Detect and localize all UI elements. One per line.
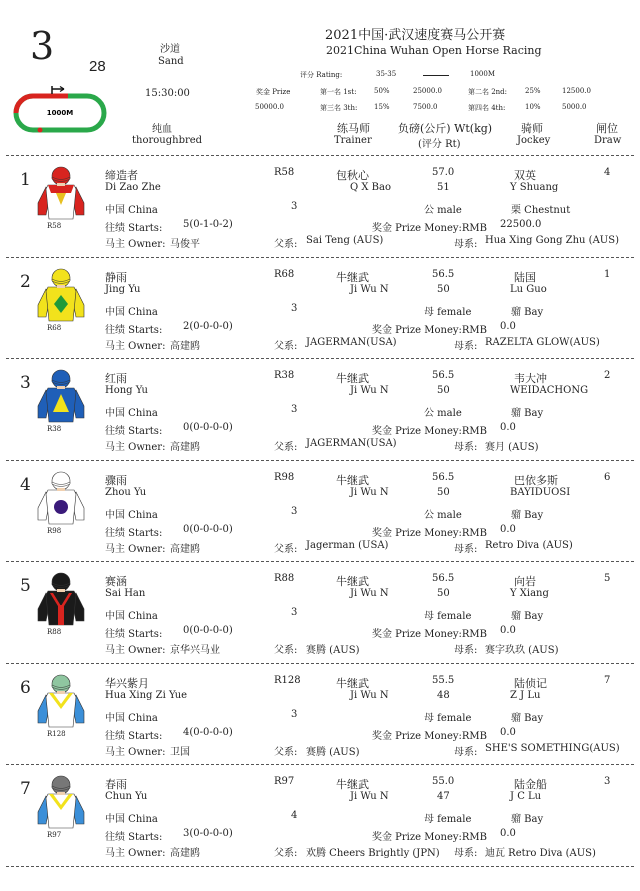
prize-money-label: 奖金 Prize Money:RMB [372,426,488,437]
jockey-silks-icon [36,774,86,830]
horse-name-en: Chun Yu [105,791,148,802]
horse-name-cn: 骤雨 [105,473,127,487]
horse-rating: R68 [274,268,295,280]
weight-rating: 51 [437,182,450,193]
surface-cn: 沙道 [160,44,180,55]
silk-code: R98 [47,526,62,535]
owner-name: 高建鸥 [170,442,200,453]
runner-row [0,665,640,766]
row-divider [6,460,634,461]
owner-label: 马主 Owner: [105,848,166,859]
fourth-pct: 10% [525,103,541,111]
sire-label: 父系: [274,239,298,250]
horse-sex: 公 male [424,408,462,419]
jockey-en: Lu Guo [510,283,547,295]
row-divider [6,358,634,359]
second-label: 第二名 2nd: [468,88,508,96]
runner-row [0,766,640,867]
runner-number: 2 [20,271,31,292]
silk-code: R128 [47,729,66,738]
prize-money-label: 奖金 Prize Money:RMB [372,324,488,336]
horse-age: 3 [291,607,298,618]
third-label: 第三名 3th: [320,104,358,112]
trainer-cn: 牛继武 [336,473,369,487]
dam-name: SHE'S SOMETHING(AUS) [485,742,620,754]
jockey-en: WEIDACHONG [510,385,589,396]
trainer-cn: 牛继武 [336,372,369,385]
horse-name-en: Hua Xing Zi Yue [105,689,188,701]
jockey-silks-icon [36,470,86,526]
horse-rating: R128 [274,674,301,686]
horse-name-en: Di Zao Zhe [105,182,161,193]
dam-label: 母系: [454,848,478,859]
weight-rating: 50 [437,385,450,396]
starts-record: 0(0-0-0-0) [183,625,233,636]
owner-label: 马主 Owner: [105,543,166,555]
trainer-cn: 牛继武 [336,778,369,791]
trainer-cn: 牛继武 [336,270,369,284]
rating-value: 35-35 [376,70,397,78]
weight: 56.5 [432,370,455,381]
race-title-en: 2021China Wuhan Open Horse Racing [326,44,542,57]
horse-color: 骝 Bay [511,509,544,521]
starts-record: 2(0-0-0-0) [183,320,233,332]
rating-label: 评分 Rating: [300,71,343,79]
first-pct: 50% [374,87,390,95]
horse-sex: 公 male [424,509,462,521]
jockey-en: J C Lu [510,791,542,802]
horse-country: 中国 China [105,814,158,825]
first-label: 第一名 1st: [320,88,357,96]
horse-rating: R38 [274,370,295,381]
horse-name-cn: 赛涵 [105,575,127,588]
fourth-label: 第四名 4th: [468,104,506,112]
owner-label: 马主 Owner: [105,340,166,352]
runner-number: 1 [20,170,31,190]
jockey-silks-icon [36,368,86,424]
trainer-en: Ji Wu N [350,385,389,396]
horse-color: 骝 Bay [511,408,544,419]
jockey-cn: 韦大冲 [514,372,547,385]
weight: 56.5 [432,573,455,584]
sire-label: 父系: [274,746,298,758]
row-divider [6,561,634,562]
trainer-en: Ji Wu N [350,283,389,295]
horse-sex: 母 female [424,611,472,622]
dam-name: Hua Xing Gong Zhu (AUS) [485,235,619,246]
prize-money-label: 奖金 Prize Money:RMB [372,223,488,234]
starts-record: 0(0-0-0-0) [183,523,233,535]
runner-number: 7 [20,779,31,799]
sire-name: JAGERMAN(USA) [306,438,397,449]
row-divider [6,764,634,765]
trainer-en: Ji Wu N [350,791,389,802]
jockey-cn: 双英 [514,169,536,182]
draw-number: 1 [604,268,611,280]
trainer-en: Ji Wu N [350,689,389,701]
prize-money: 0.0 [500,828,516,839]
jockey-en: Y Xiang [510,588,549,599]
horse-sex: 母 female [424,712,472,724]
horse-rating: R98 [274,471,295,483]
weight: 55.5 [432,674,455,686]
weight: 56.5 [432,471,455,483]
prize-total: 50000.0 [255,103,284,111]
race-distance: 1000M [470,70,495,78]
horse-name-cn: 华兴紫月 [105,676,149,690]
horse-name-en: Zhou Yu [105,486,147,498]
sire-label: 父系: [274,340,298,352]
jockey-silks-icon [36,571,86,627]
row-divider [6,866,634,867]
runner-count: 28 [89,58,106,75]
col-weight-cn: 负磅(公斤) Wt(kg) [398,122,493,135]
breed-cn: 纯血 [152,124,172,135]
trainer-cn: 牛继武 [336,575,369,588]
fourth-amount: 5000.0 [562,103,587,111]
horse-age: 3 [291,708,298,720]
runner-number: 5 [20,576,31,596]
race-number: 3 [30,24,55,68]
dam-name: 赛月 (AUS) [485,442,539,453]
weight: 56.5 [432,268,455,280]
dam-label: 母系: [454,340,478,352]
starts-label: 往绩 Starts: [105,426,163,437]
horse-country: 中国 China [105,205,158,216]
dam-name: Retro Diva (AUS) [485,539,573,551]
surface-en: Sand [158,56,184,67]
horse-name-cn: 红雨 [105,372,127,385]
sire-name: 赛腾 (AUS) [306,645,360,656]
weight-rating: 47 [437,791,450,802]
horse-country: 中国 China [105,509,158,521]
prize-money: 0.0 [500,320,516,332]
prize-money-label: 奖金 Prize Money:RMB [372,527,488,539]
track-distance-label: 1000M [46,109,74,117]
weight-rating: 50 [437,588,450,599]
owner-name: 马俊平 [170,239,200,250]
first-amount: 25000.0 [413,87,442,95]
jockey-cn: 向岩 [514,575,536,588]
third-pct: 15% [374,103,390,111]
silk-code: R88 [47,628,62,636]
rating-divider [423,75,449,76]
weight-rating: 50 [437,486,450,498]
col-weight-en: (评分 Rt) [418,139,461,150]
jockey-silks-icon [36,673,86,729]
owner-name: 卫国 [170,746,190,758]
horse-rating: R58 [274,167,295,178]
silk-code: R58 [47,222,62,230]
runner-row [0,462,640,563]
sire-name: Sai Teng (AUS) [306,235,384,246]
silk-code: R68 [47,323,62,332]
horse-country: 中国 China [105,408,158,419]
draw-number: 5 [604,573,611,584]
dam-label: 母系: [454,543,478,555]
horse-age: 3 [291,201,298,212]
breed-en: thoroughbred [132,135,203,146]
prize-money: 0.0 [500,523,516,535]
jockey-en: Z J Lu [510,689,541,701]
starts-label: 往绩 Starts: [105,324,163,336]
weight: 57.0 [432,167,455,178]
header-divider [6,155,634,156]
col-draw-cn: 闸位 [596,122,618,135]
prize-money: 22500.0 [500,219,542,230]
trainer-en: Ji Wu N [350,588,389,599]
owner-name: 高建鸥 [170,848,200,859]
starts-record: 4(0-0-0-0) [183,726,233,738]
horse-name-en: Sai Han [105,588,146,599]
sire-label: 父系: [274,848,298,859]
trainer-en: Q X Bao [350,182,392,193]
owner-name: 高建鸥 [170,340,200,352]
prize-money: 0.0 [500,422,516,433]
prize-money: 0.0 [500,625,516,636]
horse-age: 4 [291,810,298,821]
horse-country: 中国 China [105,306,158,318]
weight-rating: 48 [437,689,450,701]
weight-rating: 50 [437,283,450,295]
starts-label: 往绩 Starts: [105,730,163,742]
owner-label: 马主 Owner: [105,746,166,758]
sire-name: Jagerman (USA) [306,539,389,551]
trainer-cn: 牛继武 [336,676,369,690]
horse-name-cn: 缔造者 [105,169,138,182]
prize-money: 0.0 [500,726,516,738]
draw-number: 4 [604,167,611,178]
weight: 55.0 [432,776,455,787]
trainer-en: Ji Wu N [350,486,389,498]
col-draw-en: Draw [594,135,622,146]
starts-label: 往绩 Starts: [105,527,163,539]
starts-record: 3(0-0-0-0) [183,828,233,839]
sire-label: 父系: [274,543,298,555]
starts-record: 0(0-0-0-0) [183,422,233,433]
horse-country: 中国 China [105,611,158,622]
horse-color: 骝 Bay [511,306,544,318]
silk-code: R97 [47,831,62,839]
jockey-cn: 巴依多斯 [514,473,558,487]
prize-money-label: 奖金 Prize Money:RMB [372,730,488,742]
runner-row [0,157,640,258]
horse-rating: R97 [274,776,295,787]
prize-money-label: 奖金 Prize Money:RMB [372,629,488,640]
jockey-cn: 陆侦记 [514,676,547,690]
col-jockey-en: Jockey [517,135,551,146]
prize-money-label: 奖金 Prize Money:RMB [372,832,488,843]
runner-row [0,360,640,461]
runner-row [0,259,640,360]
second-pct: 25% [525,87,541,95]
runner-row [0,563,640,664]
dam-name: RAZELTA GLOW(AUS) [485,336,600,348]
starts-label: 往绩 Starts: [105,832,163,843]
race-title-cn: 2021中国·武汉速度赛马公开赛 [325,28,506,43]
horse-name-en: Jing Yu [105,283,141,295]
horse-age: 3 [291,505,298,517]
jockey-en: BAYIDUOSI [510,486,571,498]
jockey-silks-icon [36,165,86,221]
draw-number: 7 [604,674,611,686]
dam-label: 母系: [454,645,478,656]
owner-label: 马主 Owner: [105,442,166,453]
horse-name-cn: 春雨 [105,778,127,791]
horse-name-cn: 静雨 [105,270,127,284]
silk-code: R38 [47,425,62,433]
row-divider [6,663,634,664]
horse-age: 3 [291,404,298,415]
horse-country: 中国 China [105,712,158,724]
trainer-cn: 包秋心 [336,169,369,182]
runner-number: 6 [20,677,31,698]
horse-color: 骝 Bay [511,611,544,622]
dam-label: 母系: [454,746,478,758]
draw-number: 6 [604,471,611,483]
row-divider [6,257,634,258]
prize-label: 奖金 Prize [256,88,291,96]
draw-number: 3 [604,776,611,787]
dam-name: 赛字玖玖 (AUS) [485,645,559,656]
second-amount: 12500.0 [562,87,591,95]
third-amount: 7500.0 [413,103,438,111]
horse-color: 栗 Chestnut [511,205,571,216]
sire-name: 欢腾 Cheers Brightly (JPN) [306,848,440,859]
horse-sex: 公 male [424,205,462,216]
horse-color: 骝 Bay [511,712,544,724]
horse-sex: 母 female [424,306,472,318]
jockey-silks-icon [36,267,86,323]
horse-color: 骝 Bay [511,814,544,825]
col-trainer-en: Trainer [334,135,372,146]
starts-record: 5(0-1-0-2) [183,219,233,230]
horse-name-en: Hong Yu [105,385,148,396]
race-time: 15:30:00 [145,88,190,99]
sire-label: 父系: [274,442,298,453]
dam-name: 迪瓦 Retro Diva (AUS) [485,848,596,859]
jockey-cn: 陆金船 [514,778,547,791]
horse-sex: 母 female [424,814,472,825]
owner-name: 高建鸥 [170,543,200,555]
draw-number: 2 [604,370,611,381]
jockey-cn: 陆国 [514,270,536,284]
owner-name: 京华兴马业 [170,645,220,656]
col-trainer-cn: 练马师 [337,122,370,135]
sire-label: 父系: [274,645,298,656]
jockey-en: Y Shuang [510,182,559,193]
runner-number: 3 [20,373,31,393]
horse-age: 3 [291,302,298,314]
starts-label: 往绩 Starts: [105,629,163,640]
sire-name: 赛腾 (AUS) [306,746,360,758]
owner-label: 马主 Owner: [105,239,166,250]
dam-label: 母系: [454,239,478,250]
owner-label: 马主 Owner: [105,645,166,656]
col-jockey-cn: 骑师 [521,122,543,135]
starts-label: 往绩 Starts: [105,223,163,234]
runner-number: 4 [20,474,31,495]
sire-name: JAGERMAN(USA) [306,336,397,348]
dam-label: 母系: [454,442,478,453]
horse-rating: R88 [274,573,295,584]
track-diagram-icon [12,84,110,136]
